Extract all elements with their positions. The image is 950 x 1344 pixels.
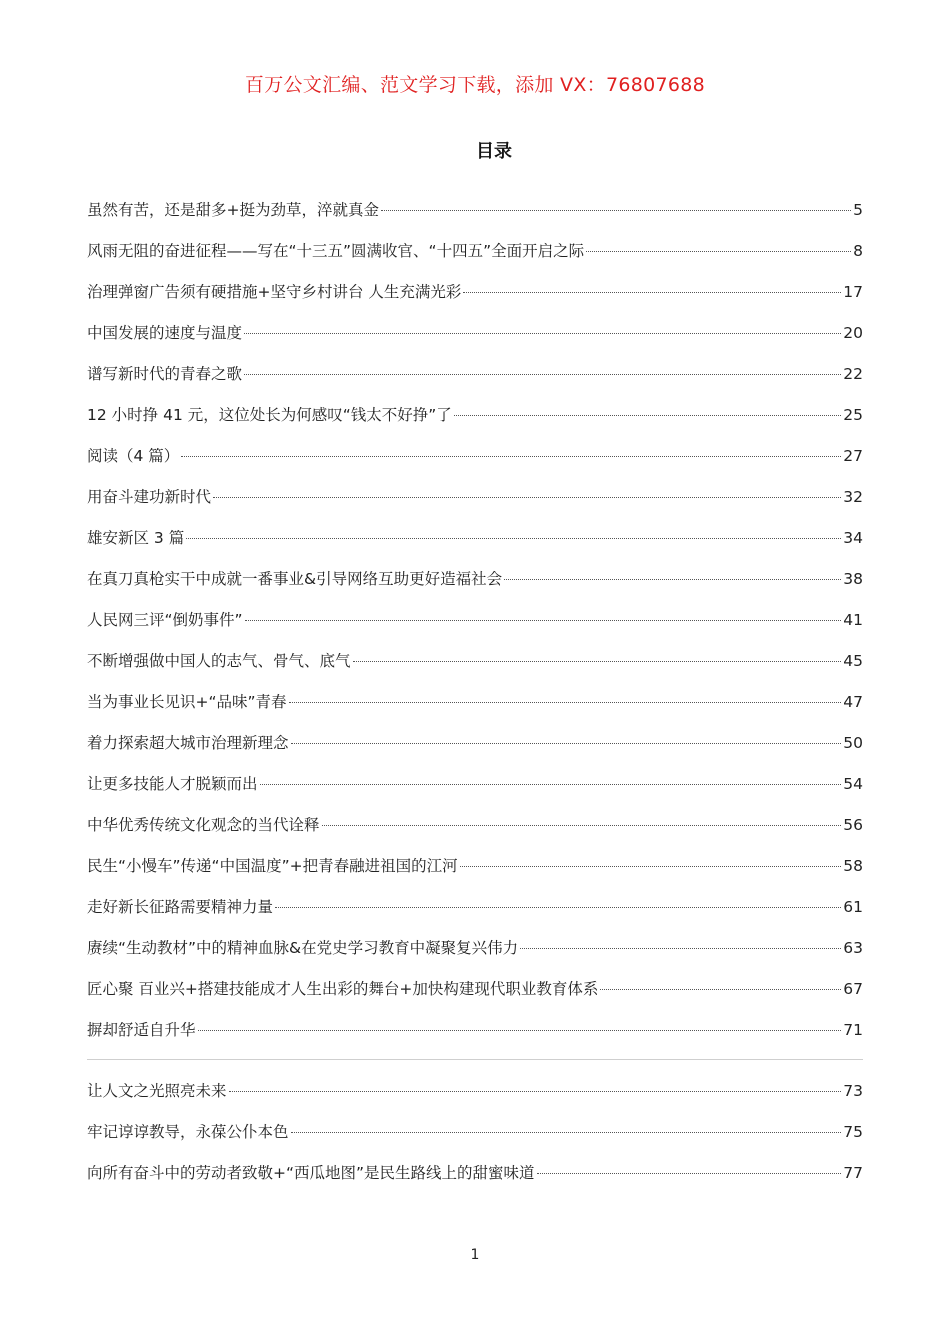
toc-entry-title: 阅读（4 篇） <box>87 447 180 465</box>
toc-entry-title: 治理弹窗广告须有硬措施+坚守乡村讲台 人生充满光彩 <box>87 283 462 301</box>
toc-entry-title: 在真刀真枪实干中成就一番事业&引导网络互助更好造福社会 <box>87 570 503 588</box>
toc-entry[interactable] <box>87 486 863 527</box>
toc-entry[interactable] <box>87 199 863 240</box>
toc-dot-leader <box>229 1090 842 1092</box>
toc-entry-title: 雄安新区 3 篇 <box>87 529 185 547</box>
toc-dot-leader <box>353 660 842 662</box>
toc-entry[interactable] <box>87 691 863 732</box>
toc-entry[interactable] <box>87 855 863 896</box>
toc-entry-title: 摒却舒适自升华 <box>87 1021 196 1039</box>
toc-entry-page-number: 32 <box>843 488 863 506</box>
toc-entry[interactable] <box>87 322 863 363</box>
toc-dot-leader <box>260 783 842 785</box>
toc-dot-leader <box>289 701 842 703</box>
toc-entry-title: 着力探索超大城市治理新理念 <box>87 734 289 752</box>
toc-entry[interactable] <box>87 978 863 1019</box>
toc-entry-title: 走好新长征路需要精神力量 <box>87 898 274 916</box>
toc-entry[interactable] <box>87 1080 863 1121</box>
toc-entry[interactable] <box>87 281 863 322</box>
toc-entry[interactable] <box>87 773 863 814</box>
toc-entry-page-number: 71 <box>843 1021 863 1039</box>
toc-dot-leader <box>460 865 842 867</box>
toc-entry[interactable] <box>87 240 863 281</box>
toc-entry[interactable] <box>87 896 863 937</box>
toc-dot-leader <box>537 1172 842 1174</box>
toc-entry[interactable] <box>87 1121 863 1162</box>
toc-dot-leader <box>520 947 841 949</box>
toc-dot-leader <box>600 988 841 990</box>
toc-entry-title: 中华优秀传统文化观念的当代诠释 <box>87 816 320 834</box>
toc-dot-leader <box>291 1131 842 1133</box>
toc-entry[interactable] <box>87 363 863 404</box>
toc-entry[interactable] <box>87 568 863 609</box>
toc-entry-title: 用奋斗建功新时代 <box>87 488 212 506</box>
toc-entry[interactable] <box>87 1019 863 1060</box>
toc-entry-page-number: 56 <box>843 816 863 834</box>
toc-entry-page-number: 50 <box>843 734 863 752</box>
toc-entry-title: 让更多技能人才脱颖而出 <box>87 775 258 793</box>
toc-entry-page-number: 73 <box>843 1082 863 1100</box>
toc-dot-leader <box>245 619 842 621</box>
toc-entry-title: 匠心聚 百业兴+搭建技能成才人生出彩的舞台+加快构建现代职业教育体系 <box>87 980 599 998</box>
toc-dot-leader <box>504 578 841 580</box>
toc-dot-leader <box>244 332 841 334</box>
toc-entry-title: 赓续“生动教材”中的精神血脉&在党史学习教育中凝聚复兴伟力 <box>87 939 519 957</box>
toc-entry[interactable] <box>87 609 863 650</box>
toc-entry-title: 人民网三评“倒奶事件” <box>87 611 243 629</box>
toc-dot-leader <box>181 455 841 457</box>
toc-entry-title: 向所有奋斗中的劳动者致敬+“西瓜地图”是民生路线上的甜蜜味道 <box>87 1164 535 1182</box>
toc-dot-leader <box>291 742 842 744</box>
toc-entry-page-number: 58 <box>843 857 863 875</box>
toc-entry-title: 牢记谆谆教导，永葆公仆本色 <box>87 1123 289 1141</box>
toc-title: 目录 <box>476 141 512 162</box>
toc-entry-title: 让人文之光照亮未来 <box>87 1082 227 1100</box>
toc-entry-page-number: 75 <box>843 1123 863 1141</box>
toc-entry-page-number: 20 <box>843 324 863 342</box>
toc-entry-title: 当为事业长见识+“品味”青春 <box>87 693 287 711</box>
toc-entry-page-number: 67 <box>843 980 863 998</box>
toc-entry-title: 虽然有苦，还是甜多+挺为劲草，淬就真金 <box>87 201 379 219</box>
toc-dot-leader <box>213 496 841 498</box>
toc-entry-page-number: 54 <box>843 775 863 793</box>
toc-dot-leader <box>198 1029 842 1031</box>
header-banner: 百万公文汇编、范文学习下载，添加 VX：76807688 <box>244 74 706 96</box>
toc-entry[interactable] <box>87 527 863 568</box>
toc-entry-page-number: 27 <box>843 447 863 465</box>
toc-entry-page-number: 47 <box>843 693 863 711</box>
toc-dot-leader <box>186 537 841 539</box>
toc-entry-page-number: 38 <box>843 570 863 588</box>
footer-page-number: 1 <box>470 1247 480 1263</box>
toc-entry-title: 12 小时挣 41 元，这位处长为何感叹“钱太不好挣”了 <box>87 406 452 424</box>
toc-entry-title: 中国发展的速度与温度 <box>87 324 243 342</box>
toc-entry-page-number: 17 <box>843 283 863 301</box>
toc-entry-page-number: 25 <box>843 406 863 424</box>
toc-entry-page-number: 41 <box>843 611 863 629</box>
toc-entry-title: 谱写新时代的青春之歌 <box>87 365 243 383</box>
toc-entry-page-number: 63 <box>843 939 863 957</box>
toc-entry-title: 不断增强做中国人的志气、骨气、底气 <box>87 652 351 670</box>
toc-dot-leader <box>275 906 841 908</box>
toc-entry[interactable] <box>87 732 863 773</box>
toc-entry[interactable] <box>87 445 863 486</box>
toc-entry[interactable] <box>87 404 863 445</box>
toc-entry[interactable] <box>87 650 863 691</box>
toc-entry-title: 风雨无阻的奋进征程——写在“十三五”圆满收官、“十四五”全面开启之际 <box>87 242 585 260</box>
toc-entry[interactable] <box>87 937 863 978</box>
toc-entry-page-number: 5 <box>853 201 863 219</box>
toc-dot-leader <box>454 414 841 416</box>
toc-dot-leader <box>322 824 842 826</box>
toc-dot-leader <box>463 291 841 293</box>
toc-entry-title: 民生“小慢车”传递“中国温度”+把青春融进祖国的江河 <box>87 857 458 875</box>
toc-entry-page-number: 34 <box>843 529 863 547</box>
toc-dot-leader <box>381 209 851 211</box>
toc-entry-page-number: 61 <box>843 898 863 916</box>
toc-entry-page-number: 22 <box>843 365 863 383</box>
toc-list <box>87 199 863 1203</box>
toc-entry-page-number: 45 <box>843 652 863 670</box>
toc-entry-page-number: 77 <box>843 1164 863 1182</box>
toc-dot-leader <box>586 250 851 252</box>
toc-entry-page-number: 8 <box>853 242 863 260</box>
toc-entry[interactable] <box>87 1162 863 1203</box>
toc-entry[interactable] <box>87 814 863 855</box>
toc-dot-leader <box>244 373 841 375</box>
